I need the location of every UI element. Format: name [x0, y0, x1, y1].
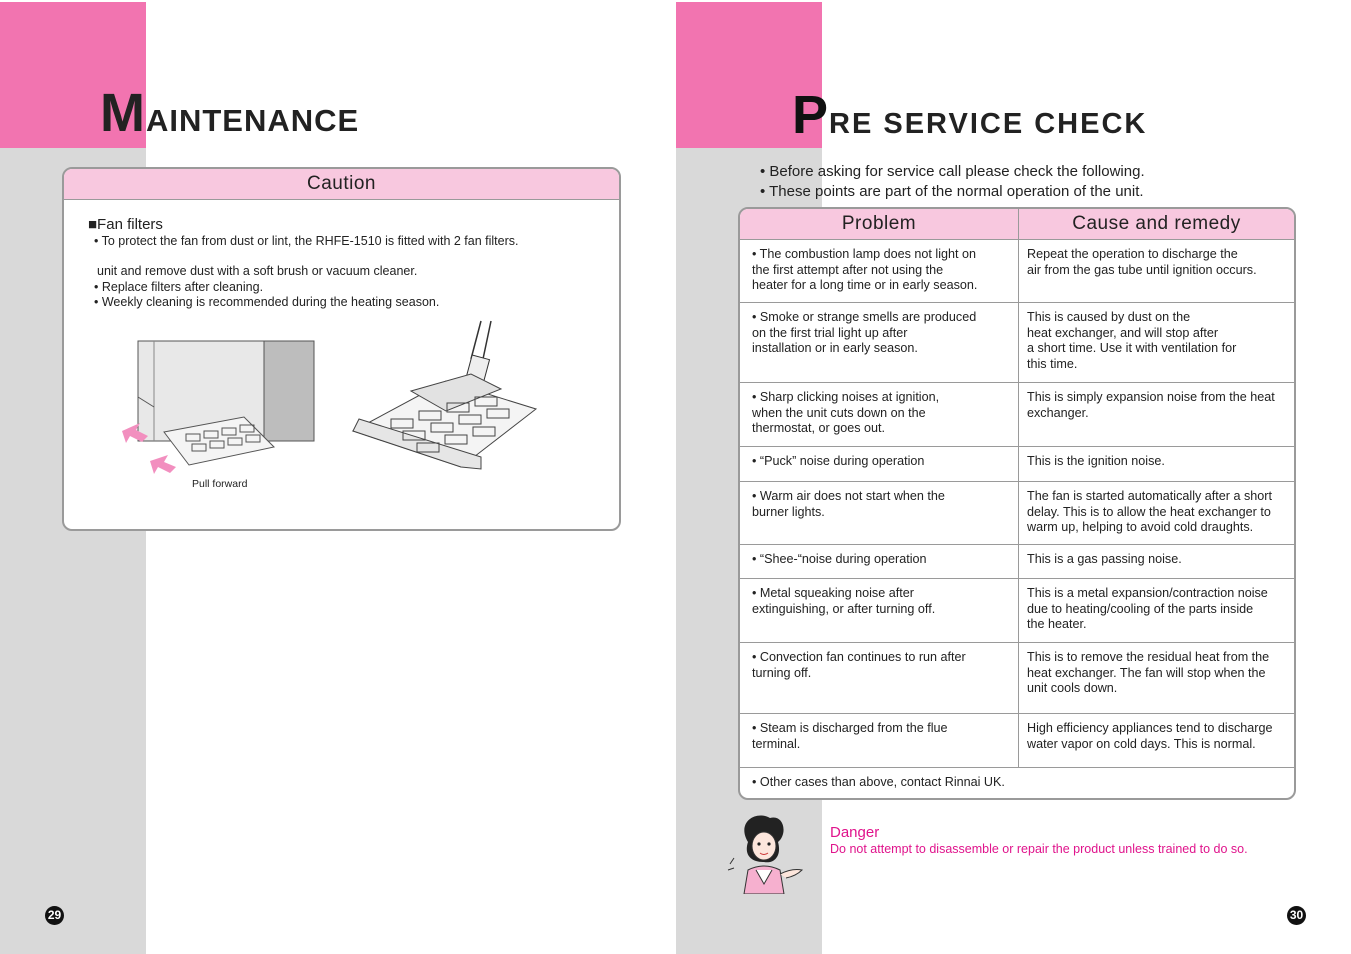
page-number-left: 29 [45, 906, 64, 925]
caution-line-2: unit and remove dust with a soft brush or vacuum cleaner. [97, 264, 418, 278]
caution-box [62, 167, 621, 531]
table-row [740, 579, 1294, 643]
title-cap-letter: M [100, 83, 146, 143]
table-row [740, 383, 1294, 447]
table-row [740, 545, 1294, 579]
table-row [740, 643, 1294, 714]
vacuum-filter-illustration [351, 319, 541, 484]
table-row [740, 303, 1294, 383]
title-cap-letter: P [792, 85, 830, 145]
cause-cell: This is a gas passing noise. [1019, 545, 1295, 579]
pull-forward-caption: Pull forward [192, 478, 248, 490]
problem-cell: • Steam is discharged from the flue terminal. [740, 714, 1019, 768]
problem-cell: • Convection fan continues to run after turning off. [740, 643, 1019, 714]
problem-cell: • “Shee-“noise during operation [740, 545, 1019, 579]
header-cause-remedy: Cause and remedy [1019, 209, 1295, 240]
caution-line-3: • Replace filters after cleaning. [94, 280, 264, 294]
pre-service-check-title [792, 85, 1148, 145]
cause-cell: This is simply expansion noise from the heat exchanger. [1019, 383, 1295, 447]
table-row [740, 240, 1294, 303]
fan-filters-heading: ■Fan filters [88, 216, 163, 233]
problem-cell: • Smoke or strange smells are produced on the first trial light up after installation or in early season. [740, 303, 1019, 383]
service-check-table [740, 209, 1294, 800]
cause-cell: This is a metal expansion/contraction noise due to heating/cooling of the parts inside the heater. [1019, 579, 1295, 643]
danger-text: Do not attempt to disassemble or repair the product unless trained to do so. [830, 842, 1248, 856]
cause-cell: This is caused by dust on the heat exchanger, and will stop after a short time. Use it with ventilation for this time. [1019, 303, 1295, 383]
table-header-row [740, 209, 1294, 240]
cause-cell: High efficiency appliances tend to discharge water vapor on cold days. This is normal. [1019, 714, 1295, 768]
table-row [740, 482, 1294, 545]
note-line-1: • Before asking for service call please check the following. [760, 163, 1145, 180]
cause-cell: This is to remove the residual heat from the heat exchanger. The fan will stop when the unit cools down. [1019, 643, 1295, 714]
service-check-table-box [738, 207, 1296, 800]
woman-character-illustration [726, 812, 806, 894]
problem-cell: • The combustion lamp does not light on the first attempt after not using the heater for a long time or in early season. [752, 247, 978, 292]
heater-filter-illustration [94, 337, 324, 487]
caution-header: Caution [64, 169, 619, 200]
header-problem: Problem [740, 209, 1019, 240]
caution-line-4: • Weekly cleaning is recommended during the heating season. [94, 295, 440, 309]
problem-cell: • Sharp clicking noises at ignition, when the unit cuts down on the thermostat, or goes out. [740, 383, 1019, 447]
contact-note: • Other cases than above, contact Rinnai UK. [740, 768, 1294, 800]
cause-cell: Repeat the operation to discharge the air from the gas tube until ignition occurs. [1019, 240, 1295, 303]
table-row [740, 714, 1294, 768]
maintenance-title [100, 83, 360, 143]
title-rest: RE SERVICE CHECK [829, 108, 1148, 140]
title-rest: AINTENANCE [145, 103, 360, 138]
problem-cell: • “Puck” noise during operation [740, 447, 1019, 482]
problem-cell: • Warm air does not start when the burner lights. [740, 482, 1019, 545]
page-number-right: 30 [1287, 906, 1306, 925]
danger-title: Danger [830, 824, 880, 841]
cause-cell: The fan is started automatically after a short delay. This is to allow the heat exchanger to warm up, helping to avoid cold draughts. [1019, 482, 1295, 545]
problem-cell: • Metal squeaking noise after extinguishing, or after turning off. [740, 579, 1019, 643]
note-line-2: • These points are part of the normal operation of the unit. [760, 183, 1144, 200]
table-row [740, 447, 1294, 482]
caution-line-1: • To protect the fan from dust or lint, the RHFE-1510 is fitted with 2 fan filters. [94, 234, 519, 248]
cause-cell: This is the ignition noise. [1019, 447, 1295, 482]
table-footer-row [740, 768, 1294, 800]
